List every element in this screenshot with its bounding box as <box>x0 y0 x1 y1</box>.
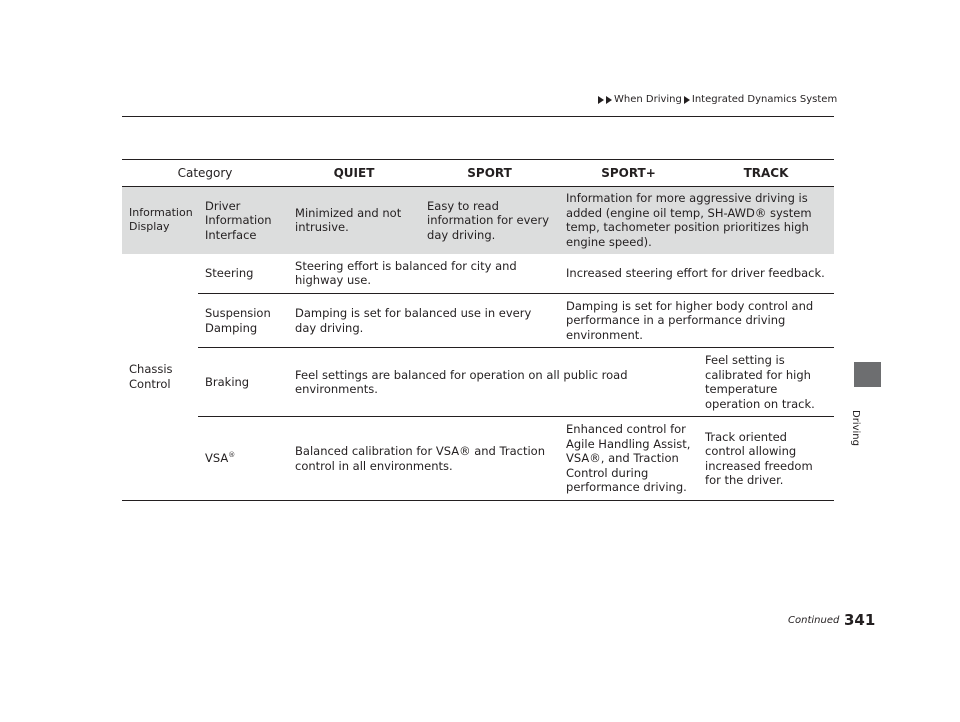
cell-braking-track: Feel setting is calibrated for high temperature operation on track. <box>698 348 834 417</box>
table-row-steering <box>122 254 834 294</box>
section-tab-label: Driving <box>850 410 861 446</box>
breadcrumb-arrow-icon <box>598 96 604 104</box>
registered-mark: ® <box>228 451 236 460</box>
cell-sub-steering: Steering <box>198 254 288 294</box>
breadcrumb-arrow-icon <box>606 96 612 104</box>
cell-vsa-sport-plus: Enhanced control for Agile Handling Assist, VSA®, and Traction Control during performance driving. <box>559 417 698 501</box>
cell-info-sport: Easy to read information for every day driving. <box>420 187 559 254</box>
header-track: TRACK <box>698 160 834 187</box>
cell-sub-braking: Braking <box>198 348 288 417</box>
header-sport-plus: SPORT+ <box>559 160 698 187</box>
breadcrumb <box>598 94 839 105</box>
cell-sub-vsa <box>198 417 288 501</box>
cell-sub-driver-information-interface: Driver Information Interface <box>198 187 288 254</box>
breadcrumb-arrow-icon <box>684 96 690 104</box>
table-row-braking <box>122 348 834 417</box>
cell-steering-sport-plus-track: Increased steering effort for driver feedback. <box>559 254 834 294</box>
table-header-row <box>122 160 834 187</box>
cell-sub-suspension-damping: Suspension Damping <box>198 294 288 348</box>
vsa-label: VSA <box>205 451 229 466</box>
cell-info-sport-plus-track: Information for more aggressive driving is added (engine oil temp, SH-AWD® system temp, tachometer position prioritizes high engine speed). <box>559 187 834 254</box>
cell-category-chassis-control: Chassis Control <box>122 254 198 501</box>
header-sport: SPORT <box>420 160 559 187</box>
cell-vsa-quiet-sport: Balanced calibration for VSA® and Traction control in all environments. <box>288 417 559 501</box>
section-tab-marker <box>854 362 881 387</box>
continued-label: Continued <box>788 615 840 626</box>
cell-steering-quiet-sport: Steering effort is balanced for city and highway use. <box>288 254 559 294</box>
table-row-suspension <box>122 294 834 348</box>
header-quiet: QUIET <box>288 160 420 187</box>
header-category: Category <box>122 160 288 187</box>
breadcrumb-item-integrated-dynamics[interactable]: Integrated Dynamics System <box>691 94 838 105</box>
cell-braking-quiet-to-sport-plus: Feel settings are balanced for operation on all public road environments. <box>288 348 698 417</box>
cell-vsa-track: Track oriented control allowing increased freedom for the driver. <box>698 417 834 501</box>
drive-mode-table <box>122 159 834 501</box>
header-rule <box>122 116 834 117</box>
cell-info-quiet: Minimized and not intrusive. <box>288 187 420 254</box>
table-row-vsa <box>122 417 834 501</box>
cell-suspension-sport-plus-track: Damping is set for higher body control and performance in a performance driving environment. <box>559 294 834 348</box>
breadcrumb-item-when-driving[interactable]: When Driving <box>614 94 682 105</box>
table-row-information-display <box>122 187 834 254</box>
page-number: 341 <box>844 611 876 629</box>
cell-category-information-display: Information Display <box>122 187 198 254</box>
cell-suspension-quiet-sport: Damping is set for balanced use in every day driving. <box>288 294 559 348</box>
